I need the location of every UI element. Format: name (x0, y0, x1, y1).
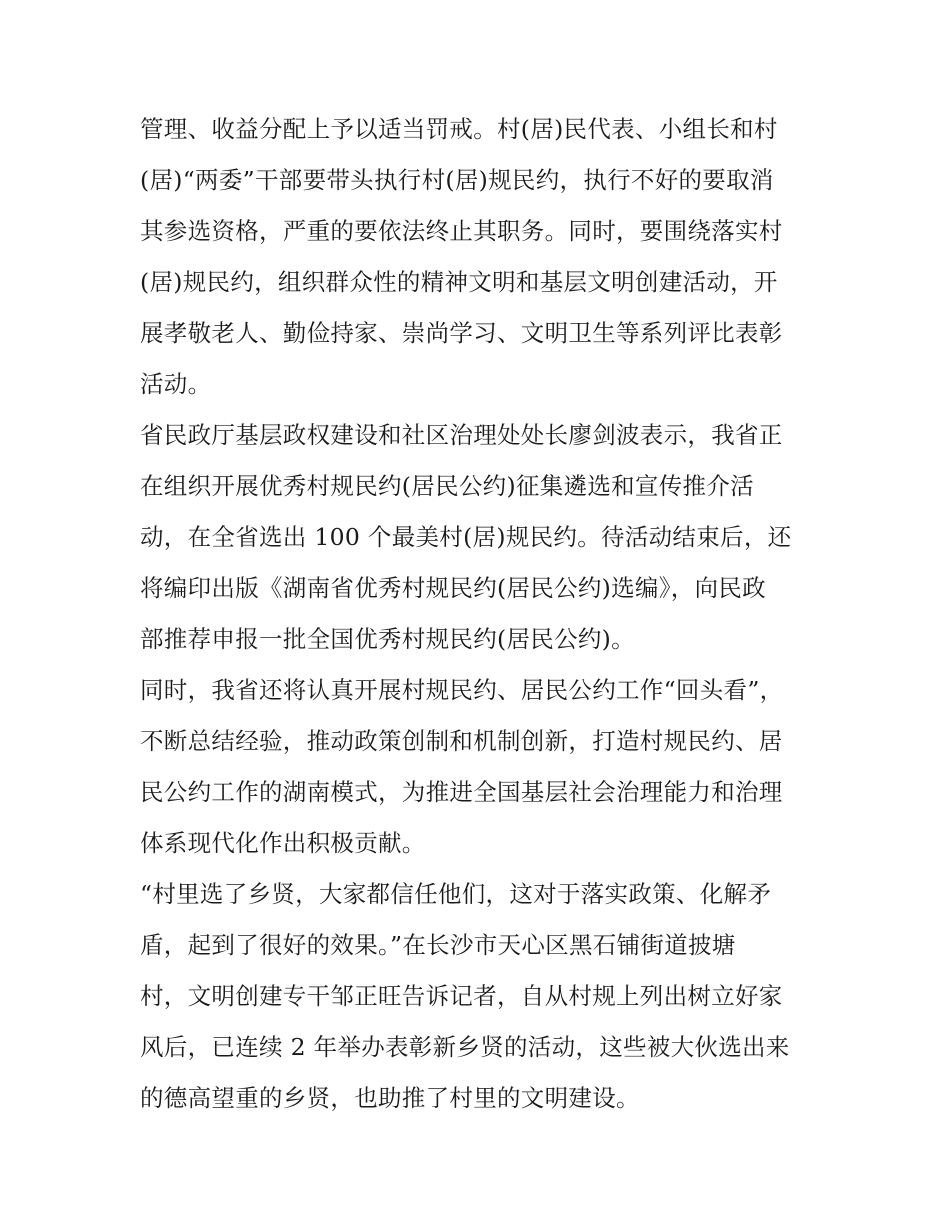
text-line: 民公约工作的湖南模式，为推进全国基层社会治理能力和治理 (140, 778, 783, 806)
paragraph-3 (140, 665, 830, 869)
text-line: 省民政厅基层政权建设和社区治理处处长廖剑波表示，我省正 (140, 421, 783, 449)
paragraph-4 (140, 869, 830, 1124)
text-line: 在组织开展优秀村规民约(居民公约)征集遴选和宣传推介活 (140, 472, 754, 500)
text-line: 村，文明创建专干邹正旺告诉记者，自从村规上列出树立好家 (140, 982, 783, 1010)
text-line: 其参选资格，严重的要依法终止其职务。同时，要围绕落实村 (140, 217, 783, 245)
text-line: “村里选了乡贤，大家都信任他们，这对于落实政策、化解矛 (140, 880, 772, 908)
paragraph-2 (140, 410, 830, 665)
text-line: 展孝敬老人、勤俭持家、崇尚学习、文明卫生等系列评比表彰 (140, 319, 783, 347)
text-line: 动，在全省选出 100 个最美村(居)规民约。待活动结束后，还 (140, 523, 792, 551)
text-line: 管理、收益分配上予以适当罚戒。村(居)民代表、小组长和村 (140, 115, 778, 143)
text-line: 同时，我省还将认真开展村规民约、居民公约工作“回头看”， (140, 676, 784, 704)
text-line: 风后，已连续 2 年举办表彰新乡贤的活动，这些被大伙选出来 (140, 1033, 790, 1061)
document-body (140, 104, 830, 1124)
text-line: 将编印出版《湖南省优秀村规民约(居民公约)选编》，向民政 (140, 574, 766, 602)
text-line: 的德高望重的乡贤，也助推了村里的文明建设。 (140, 1084, 640, 1112)
text-line: 体系现代化作出积极贡献。 (140, 829, 426, 857)
text-line: 盾，起到了很好的效果。”在长沙市天心区黑石铺街道披塘 (140, 931, 736, 959)
text-line: 部推荐申报一批全国优秀村规民约(居民公约)。 (140, 625, 635, 653)
text-line: 活动。 (140, 370, 212, 398)
paragraph-1 (140, 104, 830, 410)
text-line: (居)“两委”干部要带头执行村(居)规民约，执行不好的要取消 (140, 166, 774, 194)
text-line: (居)规民约，组织群众性的精神文明和基层文明创建活动，开 (140, 268, 778, 296)
text-line: 不断总结经验，推动政策创制和机制创新，打造村规民约、居 (140, 727, 783, 755)
